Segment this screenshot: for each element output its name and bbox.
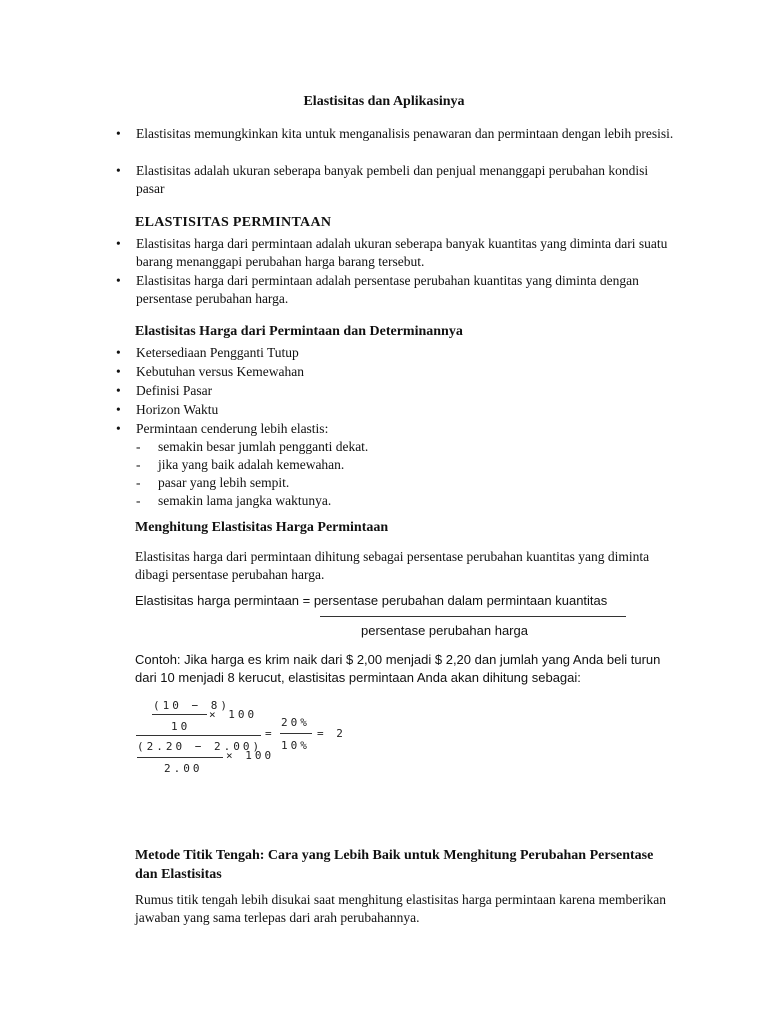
bullet-icon: • <box>116 236 121 251</box>
s3-paragraph: Elastisitas harga dari permintaan dihitung sebagai persentase perubahan kuantitas yang diminta dibagi persentase perubahan harga. <box>135 549 650 582</box>
bullet-icon: • <box>116 364 121 379</box>
s2-bullet-4: • Horizon Waktu <box>116 402 219 417</box>
bullet-icon: • <box>116 126 121 141</box>
calc-num-top: (10 − 8) <box>153 699 230 712</box>
calc-num-line <box>152 714 207 715</box>
s2-bullet-3: • Definisi Pasar <box>116 383 213 398</box>
s2-bullet-1: • Ketersediaan Pengganti Tutup <box>116 345 299 360</box>
intro-bullet-1: • Elastisitas memungkinkan kita untuk menganalisis penawaran dan permintaan dengan lebih presisi. <box>116 126 674 141</box>
calc-main-line <box>136 735 261 736</box>
calc-equals-2: = 2 <box>317 727 346 740</box>
calc-den-top: (2.20 − 2.00) <box>137 740 263 753</box>
dash-icon: - <box>136 439 141 454</box>
bullet-icon: • <box>116 163 121 178</box>
calc-times-2: × 100 <box>226 749 275 762</box>
intro-bullet-2: • Elastisitas adalah ukuran seberapa banyak pembeli dan penjual menanggapi perubahan kondisi pasar <box>116 163 649 196</box>
document-title: Elastisitas dan Aplikasinya <box>303 94 465 109</box>
s1-bullet-2: • Elastisitas harga dari permintaan adalah persentase perubahan kuantitas yang diminta dengan persentase perubahan harga. <box>116 273 639 306</box>
s2-sub-4: - semakin lama jangka waktunya. <box>136 493 332 508</box>
bullet-icon: • <box>116 421 121 436</box>
calc-den-line <box>137 757 223 758</box>
dash-icon: - <box>136 475 141 490</box>
s2-sub-2: - jika yang baik adalah kemewahan. <box>136 457 345 472</box>
dash-icon: - <box>136 457 141 472</box>
s2-sub-3: - pasar yang lebih sempit. <box>136 475 290 490</box>
bullet-icon: • <box>116 345 121 360</box>
s2-bullet-2: • Kebutuhan versus Kemewahan <box>116 364 304 379</box>
formula-fraction-line <box>320 616 626 617</box>
dash-icon: - <box>136 493 141 508</box>
bullet-icon: • <box>116 273 121 288</box>
calc-num-bottom: 10 <box>171 720 191 733</box>
section-heading-menghitung: Menghitung Elastisitas Harga Permintaan <box>135 520 389 535</box>
formula-denominator: persentase perubahan harga <box>361 623 528 638</box>
section-heading-metode-titik-tengah: Metode Titik Tengah: Cara yang Lebih Baik untuk Menghitung Perubahan Persentase dan Elastisitas <box>135 848 654 882</box>
section-heading-elastisitas-permintaan: ELASTISITAS PERMINTAAN <box>135 215 332 230</box>
s1-bullet-1: • Elastisitas harga dari permintaan adalah ukuran seberapa banyak kuantitas yang diminta dari suatu barang menanggapi perubahan harga barang tersebut. <box>116 236 668 269</box>
s2-sub-1: - semakin besar jumlah pengganti dekat. <box>136 439 369 454</box>
bullet-icon: • <box>116 402 121 417</box>
s4-paragraph: Rumus titik tengah lebih disukai saat menghitung elastisitas harga permintaan karena memberikan jawaban yang sama terlepas dari arah perubahannya. <box>135 892 666 925</box>
formula-numerator: Elastisitas harga permintaan = persentase perubahan dalam permintaan kuantitas <box>135 593 608 608</box>
bullet-icon: • <box>116 383 121 398</box>
calc-pct-top: 20% <box>281 716 310 729</box>
section-heading-determinan: Elastisitas Harga dari Permintaan dan Determinannya <box>135 324 463 339</box>
calc-den-bottom: 2.00 <box>164 762 203 775</box>
calc-pct-line <box>280 733 312 734</box>
calc-times-1: × 100 <box>209 708 258 721</box>
calc-equals-1: = <box>265 727 275 740</box>
calc-pct-bottom: 10% <box>281 739 310 752</box>
s2-bullet-5: • Permintaan cenderung lebih elastis: <box>116 421 329 436</box>
example-paragraph: Contoh: Jika harga es krim naik dari $ 2,00 menjadi $ 2,20 dan jumlah yang Anda beli turun dari 10 menjadi 8 kerucut, elastisitas permintaan Anda akan dihitung sebagai: <box>135 652 661 685</box>
